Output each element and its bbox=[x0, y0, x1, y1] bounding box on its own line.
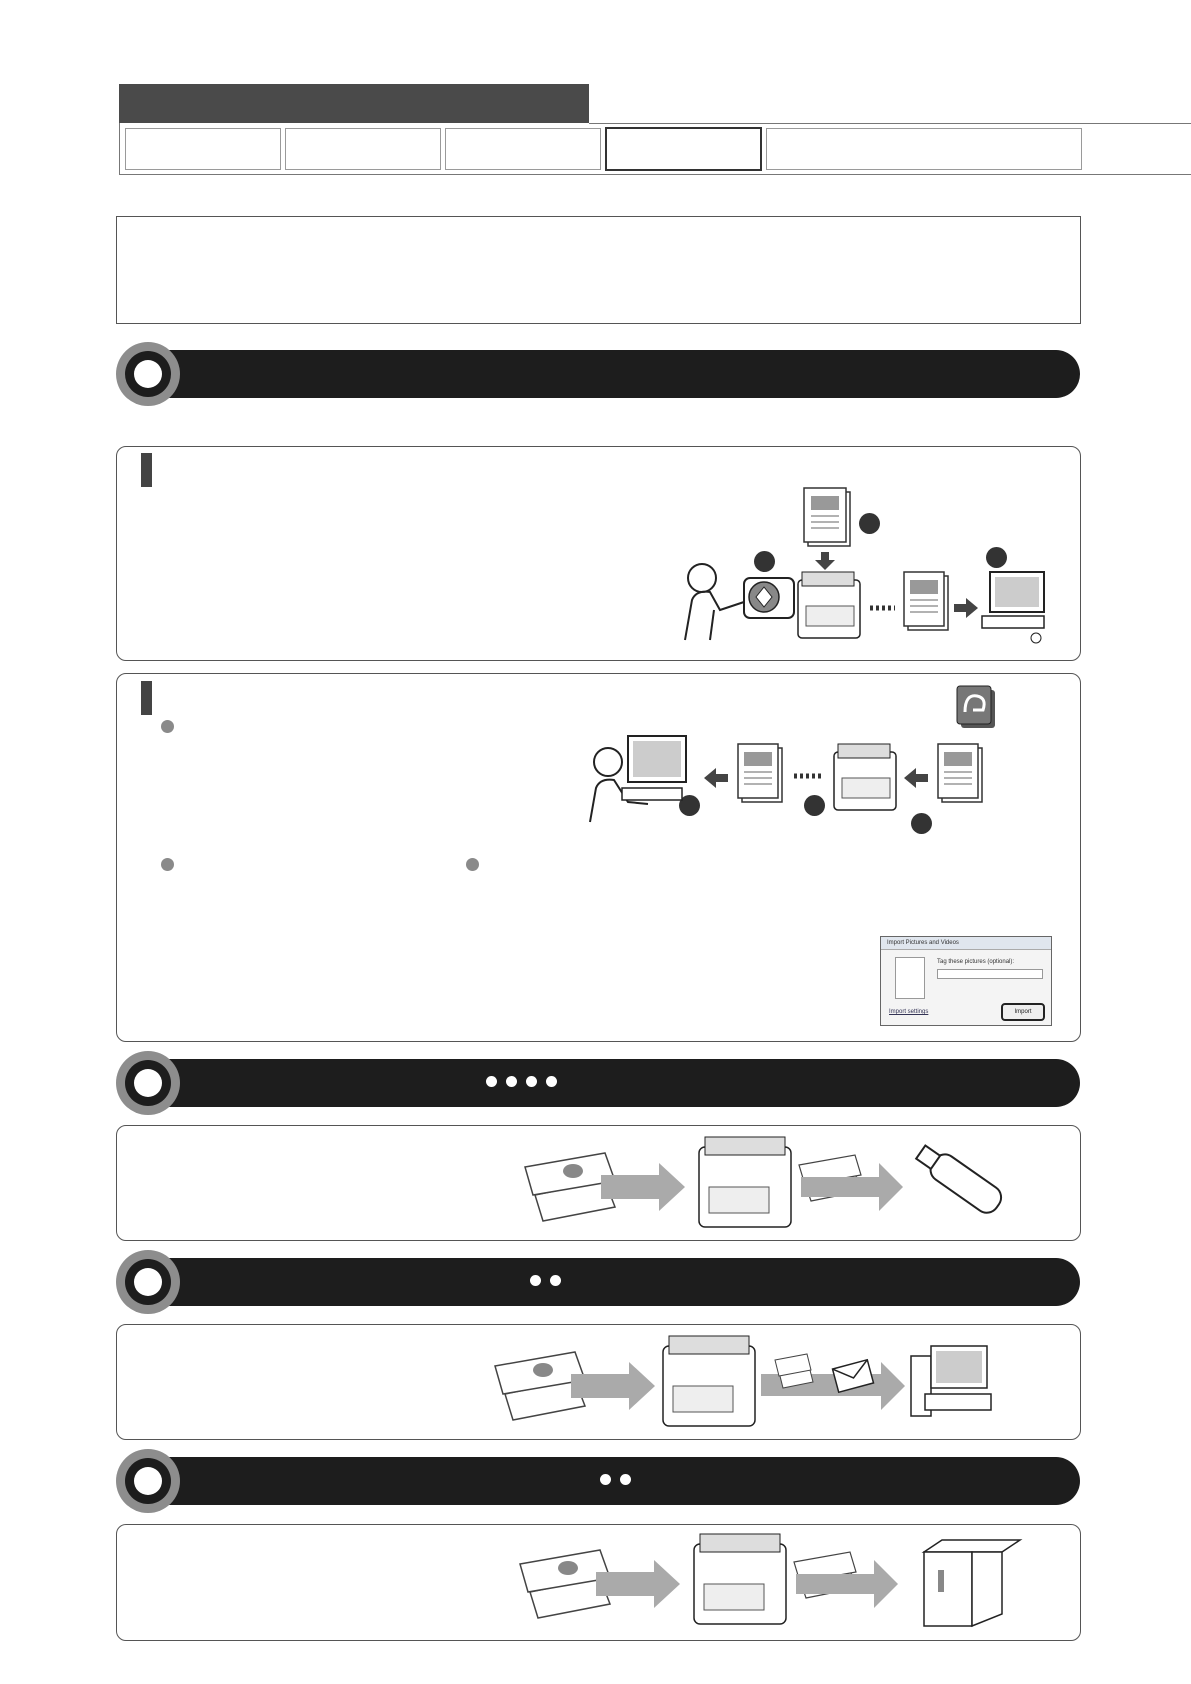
pull-scan-illustration bbox=[588, 732, 998, 832]
section-4-dots bbox=[600, 1474, 631, 1488]
dialog-thumbnail bbox=[895, 957, 925, 999]
app-logo-icon bbox=[955, 684, 997, 730]
tab-3[interactable] bbox=[445, 128, 601, 170]
section-1-header bbox=[116, 350, 1080, 398]
scan-to-email-illustration bbox=[485, 1332, 1035, 1432]
section-2-dots bbox=[486, 1076, 557, 1090]
tab-1[interactable] bbox=[125, 128, 281, 170]
subheading-marker bbox=[141, 453, 152, 487]
tab-2[interactable] bbox=[285, 128, 441, 170]
header-bar bbox=[119, 84, 589, 123]
header-rule-top bbox=[589, 123, 1191, 124]
tab-5[interactable] bbox=[766, 128, 1082, 170]
section-3-header bbox=[116, 1258, 1080, 1306]
scan-to-usb-illustration bbox=[515, 1133, 1025, 1233]
header-rule-bottom bbox=[119, 174, 1191, 175]
section-2-header bbox=[116, 1059, 1080, 1107]
section-number-disc bbox=[134, 1069, 162, 1097]
dialog-title: Import Pictures and Videos bbox=[881, 937, 1051, 950]
section-number-disc bbox=[134, 360, 162, 388]
push-scan-illustration bbox=[680, 490, 1080, 650]
bullet bbox=[161, 720, 174, 733]
import-pictures-dialog bbox=[880, 936, 1052, 1026]
intro-box bbox=[116, 216, 1081, 324]
dialog-import-settings-link[interactable]: Import settings bbox=[889, 1009, 929, 1015]
section-number-disc bbox=[134, 1467, 162, 1495]
bullet bbox=[161, 858, 174, 871]
section-3-dots bbox=[530, 1275, 561, 1289]
dialog-import-button[interactable]: Import bbox=[1001, 1003, 1045, 1021]
section-number-disc bbox=[134, 1268, 162, 1296]
tab-4-active[interactable] bbox=[605, 127, 762, 171]
subheading-marker bbox=[141, 681, 152, 715]
scan-to-shared-folder-illustration bbox=[510, 1530, 1030, 1634]
dialog-tag-input[interactable] bbox=[937, 969, 1043, 979]
dialog-tag-label: Tag these pictures (optional): bbox=[937, 959, 1015, 965]
section-4-header bbox=[116, 1457, 1080, 1505]
header-rule-left bbox=[119, 123, 120, 175]
bullet bbox=[466, 858, 479, 871]
